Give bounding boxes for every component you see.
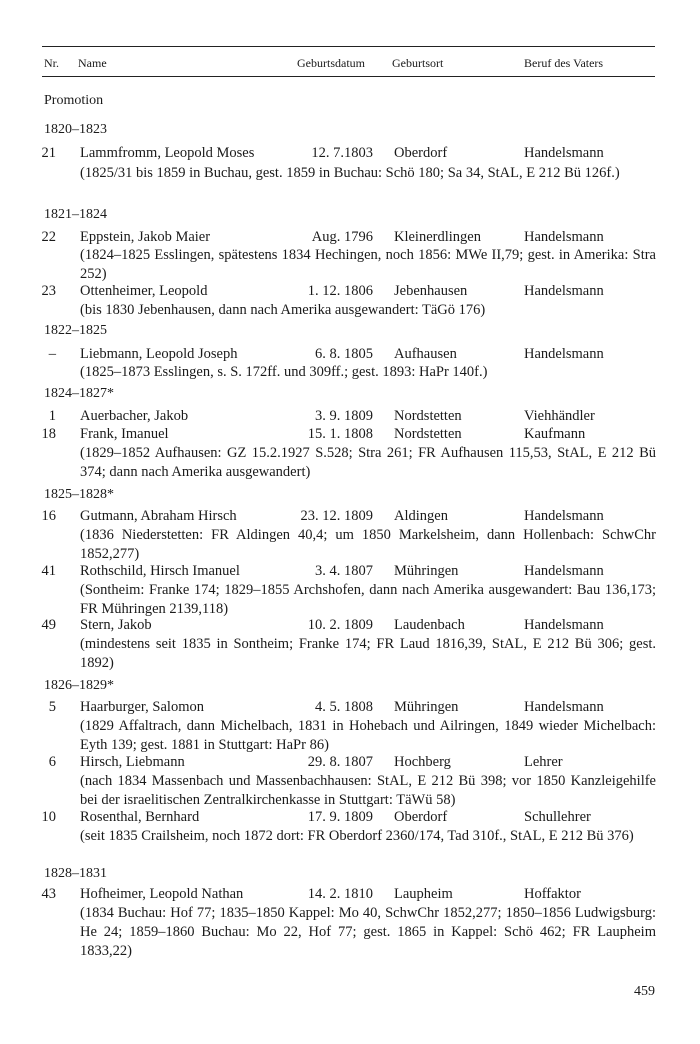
entry-nr: 5 (48, 699, 56, 715)
entry-father-job: Handelsmann (524, 617, 604, 633)
period-heading: 1820–1823 (44, 122, 107, 137)
entry-birthdate: 29. 8. 1807 (307, 754, 373, 770)
entry-name: Ottenheimer, Leopold (80, 283, 208, 299)
header-father-job: Beruf des Vaters (524, 56, 604, 70)
entry-note: (1836 Niederstetten: FR Aldingen 40,4; um 1850 Markelsheim, dann Hollenbach: SchwChr 1852,277) (80, 527, 656, 562)
entry-birthdate: 1. 12. 1806 (307, 283, 373, 299)
entry-birthdate: 14. 2. 1810 (307, 886, 373, 902)
entry-note: (Sontheim: Franke 174; 1829–1855 Archshofen, dann nach Amerika ausgewandert: Bau 136,173; FR Mühringen 2139,118) (80, 582, 656, 617)
entry-birthdate: 12. 7.1803 (311, 145, 373, 161)
entry-birthdate: 6. 8. 1805 (315, 346, 373, 362)
entry-nr: 49 (41, 617, 56, 633)
entry-birthdate: 23. 12. 1809 (300, 508, 373, 524)
entry-birthplace: Jebenhausen (394, 283, 468, 299)
header-birthdate: Geburtsdatum (297, 56, 365, 70)
entry-note: (seit 1835 Crailsheim, noch 1872 dort: FR Oberdorf 2360/174, Tad 310f., StAL, E 212 Bü 376) (80, 828, 634, 844)
header-name: Name (78, 56, 107, 70)
entry-name: Eppstein, Jakob Maier (80, 229, 211, 245)
period-heading: 1824–1827* (44, 386, 114, 401)
entry-note: (1825/31 bis 1859 in Buchau, gest. 1859 in Buchau: Schö 180; Sa 34, StAL, E 212 Bü 126f.) (80, 165, 620, 181)
entry-note: (1825–1873 Esslingen, s. S. 172ff. und 309ff.; gest. 1893: HaPr 140f.) (80, 364, 488, 380)
entry-name: Hirsch, Liebmann (80, 754, 185, 770)
entry-birthplace: Mühringen (394, 699, 459, 715)
entry-name: Haarburger, Salomon (80, 699, 204, 715)
entry-nr: 10 (41, 809, 56, 825)
entry-nr: 1 (48, 408, 56, 424)
section-title: Promotion (44, 93, 104, 108)
period-heading: 1825–1828* (44, 487, 114, 502)
entry-name: Liebmann, Leopold Joseph (80, 346, 238, 362)
entry-name: Hofheimer, Leopold Nathan (80, 886, 244, 902)
entry-note: (bis 1830 Jebenhausen, dann nach Amerika ausgewandert: TäGö 176) (80, 302, 486, 318)
entry-nr: – (48, 346, 56, 362)
entry-birthdate: 17. 9. 1809 (307, 809, 373, 825)
entry-birthplace: Oberdorf (394, 809, 448, 825)
period-heading: 1828–1831 (44, 866, 107, 881)
page-number: 459 (634, 984, 655, 999)
entry-father-job: Schullehrer (524, 809, 591, 825)
entry-father-job: Handelsmann (524, 346, 604, 362)
header-rule (42, 76, 655, 77)
entry-nr: 41 (41, 563, 56, 579)
entry-birthplace: Laupheim (394, 886, 453, 902)
period-heading: 1822–1825 (44, 323, 107, 338)
entry-father-job: Handelsmann (524, 229, 604, 245)
entry-nr: 16 (41, 508, 56, 524)
entry-note: (nach 1834 Massenbach und Massenbachhausen: StAL, E 212 Bü 398; vor 1850 Kanzleigehilfe bei der israelitischen Zentralkirchenkasse in Stuttgart: TäWü 58) (80, 773, 656, 808)
period-heading: 1821–1824 (44, 207, 107, 222)
entry-birthplace: Laudenbach (394, 617, 465, 633)
entry-nr: 6 (48, 754, 56, 770)
entry-father-job: Kaufmann (524, 426, 586, 442)
entry-birthplace: Oberdorf (394, 145, 448, 161)
entry-note: (1834 Buchau: Hof 77; 1835–1850 Kappel: Mo 40, SchwChr 1852,277; 1850–1856 Ludwigsburg: He 24; 1859–1860 Buchau: Mo 22, Hof 77; gest. 1865 in Kappel: Schö 462; FR Laupheim 1833,22) (80, 905, 656, 959)
entry-father-job: Handelsmann (524, 699, 604, 715)
entry-birthplace: Aufhausen (394, 346, 457, 362)
entry-birthplace: Mühringen (394, 563, 459, 579)
entry-father-job: Handelsmann (524, 508, 604, 524)
entry-note: (1824–1825 Esslingen, spätestens 1834 Hechingen, noch 1856: MWe II,79; gest. in Amerika: Stra 252) (80, 247, 656, 282)
top-rule (42, 46, 655, 47)
entry-note: (mindestens seit 1835 in Sontheim; Franke 174; FR Laud 1816,39, StAL, E 212 Bü 306; gest. 1892) (80, 636, 656, 671)
entry-father-job: Handelsmann (524, 145, 604, 161)
entry-birthdate: 15. 1. 1808 (307, 426, 373, 442)
entry-birthdate: Aug. 1796 (311, 229, 373, 245)
entry-name: Lammfromm, Leopold Moses (80, 145, 255, 161)
entry-birthdate: 10. 2. 1809 (307, 617, 373, 633)
entry-nr: 43 (41, 886, 56, 902)
entry-name: Rothschild, Hirsch Imanuel (80, 563, 240, 579)
entry-father-job: Hoffaktor (524, 886, 581, 902)
entry-birthplace: Nordstetten (394, 426, 462, 442)
entry-nr: 18 (41, 426, 56, 442)
entry-name: Frank, Imanuel (80, 426, 169, 442)
entry-name: Gutmann, Abraham Hirsch (80, 508, 237, 524)
entry-name: Stern, Jakob (80, 617, 152, 633)
entry-birthplace: Aldingen (394, 508, 448, 524)
entry-father-job: Viehhändler (524, 408, 595, 424)
entry-nr: 23 (41, 283, 56, 299)
entry-father-job: Lehrer (524, 754, 563, 770)
entry-note: (1829–1852 Aufhausen: GZ 15.2.1927 S.528; Stra 261; FR Aufhausen 115,53, StAL, E 212 Bü 374; dann nach Amerika ausgewandert) (80, 445, 656, 480)
entry-nr: 22 (41, 229, 56, 245)
entry-birthdate: 4. 5. 1808 (315, 699, 373, 715)
entry-birthdate: 3. 9. 1809 (315, 408, 373, 424)
entry-birthplace: Hochberg (394, 754, 451, 770)
entry-nr: 21 (41, 145, 56, 161)
header-nr: Nr. (44, 56, 59, 70)
entry-birthplace: Nordstetten (394, 408, 462, 424)
header-birthplace: Geburtsort (392, 56, 444, 70)
entry-father-job: Handelsmann (524, 283, 604, 299)
entry-name: Auerbacher, Jakob (80, 408, 189, 424)
entry-birthdate: 3. 4. 1807 (315, 563, 373, 579)
entry-note: (1829 Affaltrach, dann Michelbach, 1831 in Hohebach und Ailringen, 1849 wieder Michelbach: Eyth 139; gest. 1881 in Stuttgart: HaPr 86) (80, 718, 656, 753)
entry-birthplace: Kleinerdlingen (394, 229, 481, 245)
entry-father-job: Handelsmann (524, 563, 604, 579)
period-heading: 1826–1829* (44, 678, 114, 693)
entry-name: Rosenthal, Bernhard (80, 809, 200, 825)
